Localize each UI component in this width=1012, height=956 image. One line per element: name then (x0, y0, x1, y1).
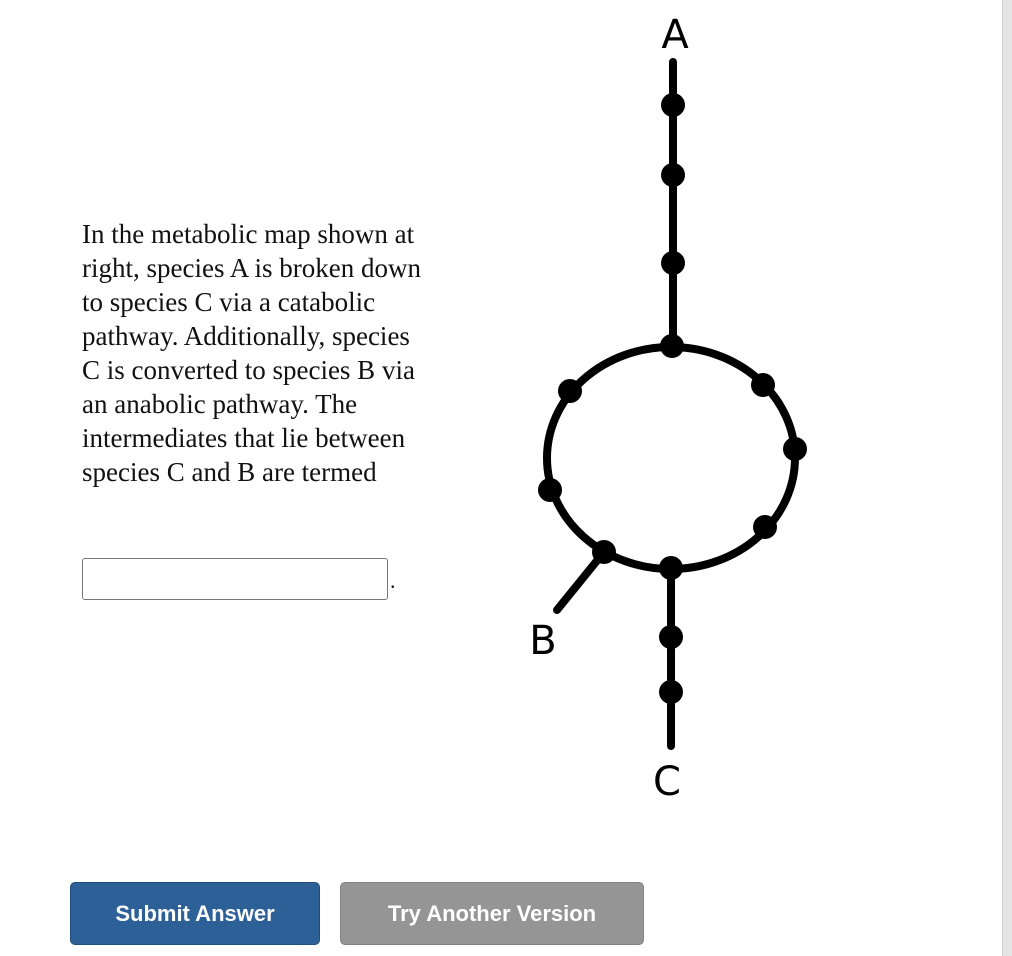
label-b: B (529, 618, 557, 664)
node (538, 478, 562, 502)
try-another-version-button[interactable]: Try Another Version (340, 882, 644, 945)
node (659, 680, 683, 704)
node (783, 437, 807, 461)
node (661, 163, 685, 187)
label-a: A (661, 12, 689, 58)
node (661, 93, 685, 117)
node (660, 334, 684, 358)
node (659, 625, 683, 649)
node (592, 540, 616, 564)
scrollbar-track[interactable] (1002, 0, 1012, 956)
answer-period: . (390, 568, 396, 593)
node (558, 379, 582, 403)
question-text: In the metabolic map shown at right, species A is broken down to species C via a catabolic pathway. Additionally, species C is converted to species B via an anabolic pathway. The intermediates that lie between species C and B are termed (82, 219, 421, 487)
node (753, 515, 777, 539)
node (661, 251, 685, 275)
submit-answer-button[interactable]: Submit Answer (70, 882, 320, 945)
label-c: C (653, 759, 681, 805)
node (659, 556, 683, 580)
node (751, 373, 775, 397)
